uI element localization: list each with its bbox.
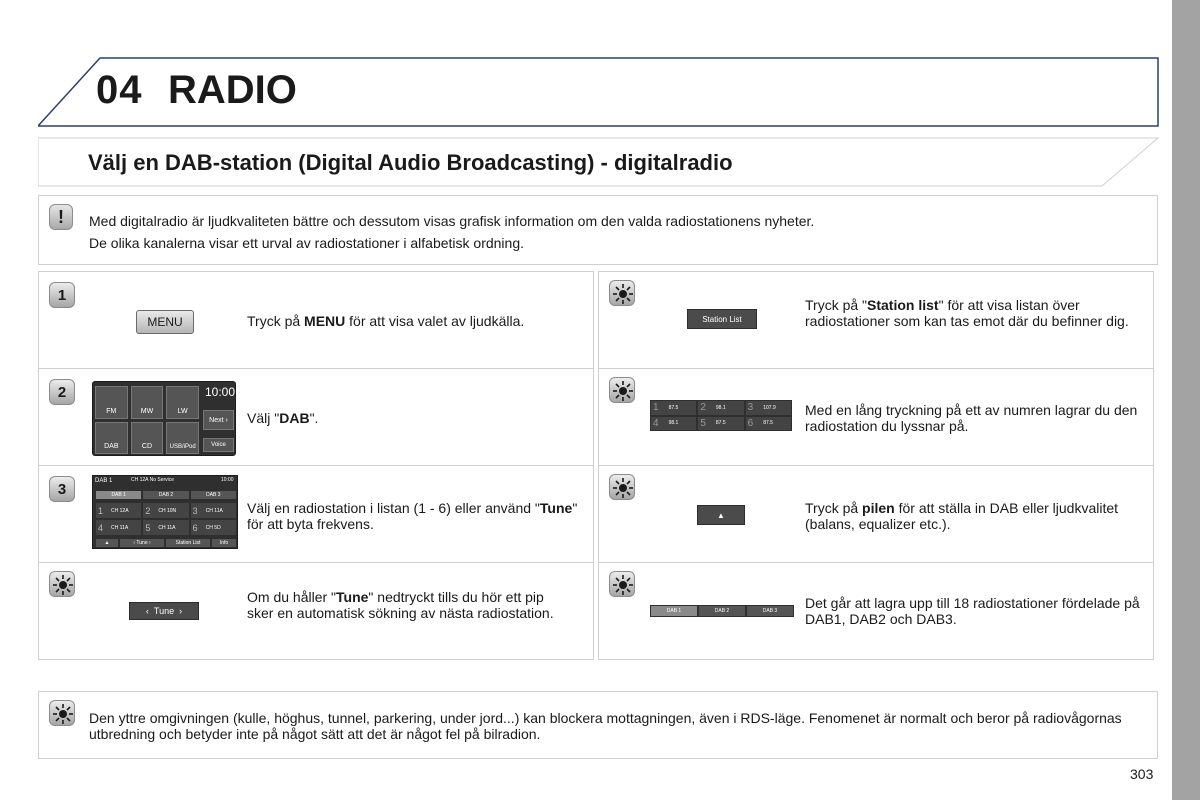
preset-2[interactable] bbox=[698, 401, 743, 415]
step-arrow-pre: Tryck på bbox=[805, 500, 863, 516]
preset-2[interactable] bbox=[143, 503, 188, 518]
voice-button[interactable] bbox=[203, 438, 234, 452]
preset-6[interactable] bbox=[746, 417, 791, 431]
step-presets-text: Med en lång tryckning på ett av numren lagrar du den radiostation du lyssnar på. bbox=[805, 402, 1138, 434]
step-1-text bbox=[247, 313, 577, 329]
step-number-icon bbox=[49, 282, 75, 308]
lightbulb-icon bbox=[611, 476, 635, 500]
step-dab-banks-text: Det går att lagra upp till 18 radiostationer fördelade på DAB1, DAB2 och DAB3. bbox=[805, 595, 1140, 627]
preset-label: CH 11A bbox=[111, 524, 129, 531]
screen-status: CH 12A No Service bbox=[131, 477, 175, 483]
arrow-up-icon[interactable]: ▲ bbox=[96, 539, 118, 547]
preset-4[interactable] bbox=[651, 417, 696, 431]
step-tip-arrow bbox=[598, 465, 1154, 563]
source-lw[interactable]: LW bbox=[166, 386, 199, 419]
step-2-text-pre: Välj " bbox=[247, 410, 280, 426]
tune-button[interactable] bbox=[120, 539, 164, 547]
preset-5[interactable] bbox=[143, 520, 188, 535]
preset-num: 6 bbox=[747, 417, 754, 429]
tune-label: Tune bbox=[153, 606, 175, 616]
tune-button[interactable] bbox=[129, 602, 199, 620]
lightbulb-icon bbox=[611, 282, 635, 306]
page-number: 303 bbox=[1130, 766, 1154, 782]
preset-label: CH 12A bbox=[111, 507, 129, 514]
section-title-box bbox=[38, 137, 1160, 187]
step-3-text-post: " för att byta frekvens. bbox=[247, 500, 578, 532]
info-button[interactable]: Info bbox=[212, 539, 236, 547]
step-tip-tune bbox=[38, 562, 594, 660]
preset-num: 2 bbox=[145, 505, 151, 516]
preset-freq: 87.5 bbox=[715, 420, 726, 427]
step-1-text-post: för att visa valet av ljudkälla. bbox=[345, 313, 525, 329]
step-tip-tune-text bbox=[247, 589, 567, 621]
step-number: 3 bbox=[57, 480, 67, 498]
step-1 bbox=[38, 271, 594, 369]
dab-tabs bbox=[650, 605, 794, 617]
preset-label: CH 10N bbox=[158, 507, 177, 514]
preset-grid bbox=[650, 400, 792, 431]
preset-label: CH 11A bbox=[205, 507, 223, 514]
tip-icon bbox=[609, 377, 635, 403]
step-2-text bbox=[247, 410, 577, 426]
preset-num: 4 bbox=[653, 417, 659, 429]
dab-station-screen bbox=[92, 475, 238, 549]
preset-freq: 107.9 bbox=[763, 404, 776, 411]
preset-label: CH 5D bbox=[205, 524, 221, 531]
notice-box bbox=[38, 195, 1158, 265]
tab-dab-2[interactable]: DAB 2 bbox=[699, 606, 745, 616]
step-station-list-bold: Station list bbox=[867, 297, 939, 313]
preset-grid bbox=[96, 503, 236, 535]
arrow-up-button[interactable] bbox=[697, 505, 745, 525]
source-usb-ipod[interactable]: USB/iPod bbox=[166, 422, 199, 455]
notice-line-1: Med digitalradio är ljudkvaliteten bättre och dessutom visas grafisk information om den valda radiostationens nyheter. bbox=[89, 213, 815, 229]
tip-icon bbox=[49, 571, 75, 597]
step-number: 2 bbox=[57, 383, 67, 401]
preset-num: 3 bbox=[192, 505, 198, 516]
chevron-right-icon: › bbox=[174, 606, 183, 616]
preset-5[interactable] bbox=[698, 417, 743, 431]
tip-icon bbox=[609, 571, 635, 597]
chevron-left-icon: ‹ bbox=[133, 540, 137, 546]
screen-bottom-bar bbox=[96, 539, 236, 547]
preset-6[interactable] bbox=[191, 520, 236, 535]
bottom-note-text: Den yttre omgivningen (kulle, höghus, tunnel, parkering, under jord...) kan blockera mottagningen, även i RDS-läge. Fenomenet är normalt och beror på radiovågornas utbredning och betyder inte på något sätt att det är något fel på bilradion. bbox=[89, 710, 1122, 742]
screen-time: 10:00 bbox=[221, 477, 234, 483]
step-tip-presets bbox=[598, 368, 1154, 466]
chapter-title: RADIO bbox=[168, 68, 297, 112]
preset-1[interactable] bbox=[96, 503, 141, 518]
preset-3[interactable] bbox=[191, 503, 236, 518]
preset-num: 3 bbox=[747, 402, 754, 414]
menu-button[interactable]: MENU bbox=[136, 310, 194, 334]
step-3-text-bold: Tune bbox=[539, 500, 573, 516]
source-select-screen bbox=[92, 381, 236, 456]
source-cd[interactable]: CD bbox=[131, 422, 164, 455]
step-2 bbox=[38, 368, 594, 466]
step-station-list-pre: Tryck på " bbox=[805, 297, 868, 313]
lightbulb-icon bbox=[51, 573, 75, 597]
step-tip-dab-banks bbox=[598, 562, 1154, 660]
step-1-text-pre: Tryck på bbox=[247, 313, 305, 329]
next-label: Next bbox=[209, 416, 224, 424]
chapter-header bbox=[38, 56, 1160, 128]
preset-num: 6 bbox=[192, 522, 198, 533]
preset-label: CH 11A bbox=[158, 524, 176, 531]
lightbulb-icon bbox=[611, 573, 635, 597]
step-number: 1 bbox=[57, 286, 67, 304]
step-3 bbox=[38, 465, 594, 563]
warning-icon bbox=[49, 204, 73, 230]
tab-dab-1[interactable]: DAB 1 bbox=[651, 606, 697, 616]
step-tip-station-list bbox=[598, 271, 1154, 369]
step-tip-tune-bold: Tune bbox=[336, 589, 369, 605]
warning-icon-glyph: ! bbox=[58, 206, 64, 227]
bottom-note bbox=[38, 691, 1158, 759]
voice-label: Voice bbox=[211, 442, 226, 448]
step-number-icon bbox=[49, 476, 75, 502]
tip-icon bbox=[609, 474, 635, 500]
next-button[interactable] bbox=[203, 410, 234, 430]
step-station-list-text bbox=[805, 297, 1151, 329]
preset-freq: 87.5 bbox=[668, 404, 679, 411]
source-dab[interactable]: DAB bbox=[95, 422, 128, 455]
step-number-icon bbox=[49, 379, 75, 405]
step-3-text-pre: Välj en radiostation i listan (1 - 6) eller använd " bbox=[247, 500, 540, 516]
notice-line-2: De olika kanalerna visar ett urval av radiostationer i alfabetisk ordning. bbox=[89, 235, 525, 251]
step-3-text bbox=[247, 500, 587, 532]
tip-icon bbox=[609, 280, 635, 306]
preset-3[interactable] bbox=[746, 401, 791, 415]
preset-num: 4 bbox=[98, 522, 104, 533]
station-list-button[interactable]: Station List bbox=[166, 539, 210, 547]
station-list-button[interactable]: Station List bbox=[687, 309, 757, 329]
lightbulb-icon bbox=[51, 702, 75, 726]
preset-num: 1 bbox=[653, 402, 659, 414]
tune-label: Tune bbox=[136, 540, 148, 546]
preset-num: 2 bbox=[700, 402, 706, 414]
preset-num: 5 bbox=[145, 522, 151, 533]
chevron-right-icon: › bbox=[147, 540, 151, 546]
step-1-text-bold: MENU bbox=[304, 313, 346, 329]
side-tab-bar bbox=[1172, 0, 1200, 800]
preset-num: 1 bbox=[98, 505, 104, 516]
preset-freq: 98.1 bbox=[715, 404, 726, 411]
tab-dab-2[interactable]: DAB 2 bbox=[143, 491, 188, 499]
tab-dab-3[interactable]: DAB 3 bbox=[191, 491, 236, 499]
dab-tabs bbox=[96, 491, 236, 499]
chevron-right-icon: › bbox=[223, 416, 228, 424]
source-fm[interactable]: FM bbox=[95, 386, 128, 419]
chevron-left-icon: ‹ bbox=[145, 606, 154, 616]
screen-time: 10:00 bbox=[205, 385, 236, 399]
preset-4[interactable] bbox=[96, 520, 141, 535]
preset-num: 5 bbox=[700, 417, 706, 429]
section-title: Välj en DAB-station (Digital Audio Broadcasting) - digitalradio bbox=[88, 150, 733, 175]
lightbulb-icon bbox=[611, 379, 635, 403]
chapter-number: 04 bbox=[96, 68, 143, 112]
step-2-text-post: ". bbox=[309, 410, 319, 426]
tab-dab-3[interactable]: DAB 3 bbox=[747, 606, 793, 616]
preset-1[interactable] bbox=[651, 401, 696, 415]
arrow-up-icon: ▲ bbox=[717, 510, 725, 520]
step-arrow-text bbox=[805, 500, 1151, 532]
tip-icon bbox=[49, 700, 75, 726]
screen-band: DAB 1 bbox=[95, 478, 113, 484]
step-tip-tune-pre: Om du håller " bbox=[247, 589, 337, 605]
step-2-text-bold: DAB bbox=[279, 410, 310, 426]
tab-dab-1[interactable]: DAB 1 bbox=[96, 491, 141, 499]
preset-freq: 98.1 bbox=[668, 420, 679, 427]
source-mw[interactable]: MW bbox=[131, 386, 164, 419]
preset-freq: 87.5 bbox=[763, 420, 773, 427]
step-arrow-bold: pilen bbox=[862, 500, 895, 516]
step-arrow-post: för att ställa in DAB eller ljudkvalitet (balans, equalizer etc.). bbox=[805, 500, 1119, 532]
step-tip-tune-post: " nedtryckt tills du hör ett pip sker en automatisk sökning av nästa radiostation. bbox=[247, 589, 554, 621]
step-station-list-post: " för att visa listan över radiostationer som kan tas emot där du befinner dig. bbox=[805, 297, 1129, 329]
source-grid bbox=[95, 386, 199, 454]
